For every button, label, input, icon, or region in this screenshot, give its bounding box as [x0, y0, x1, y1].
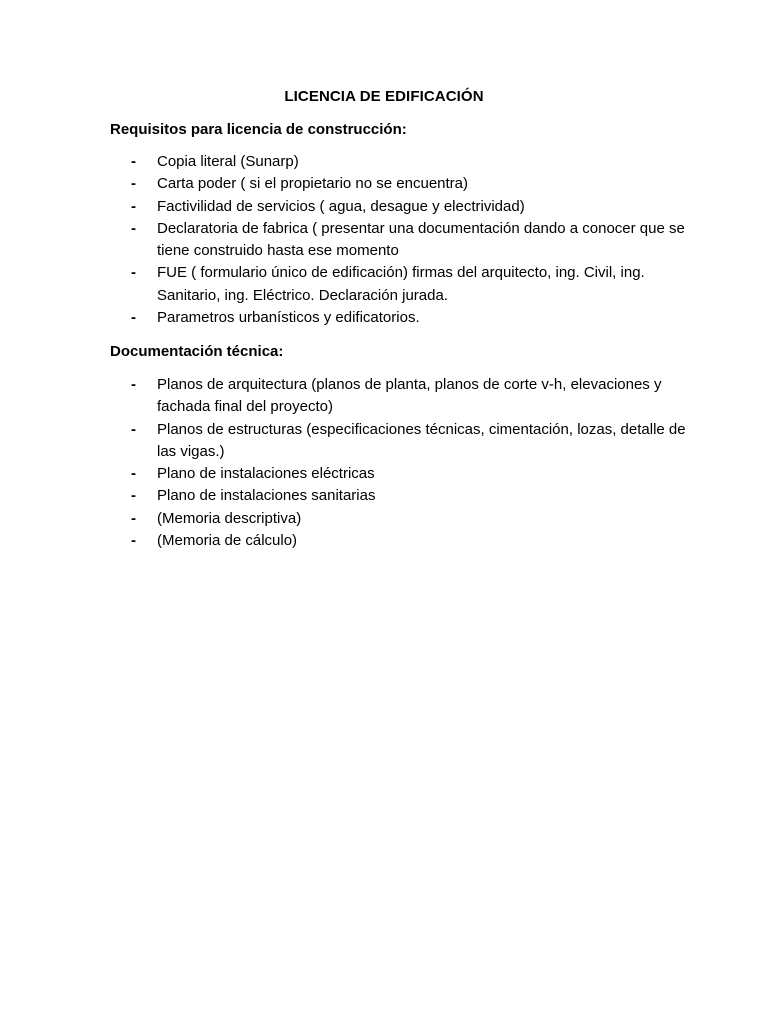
bullet-dash: -	[131, 175, 136, 193]
list-item-text: FUE ( formulario único de edificación) firmas del arquitecto, ing. Civil, ing. Sanitario, ing. Eléctrico. Declaración jurada.	[157, 264, 645, 304]
list-item	[131, 530, 691, 552]
list-item-text: (Memoria descriptiva)	[157, 509, 302, 527]
bullet-dash: -	[131, 420, 136, 438]
list-item-text: Declaratoria de fabrica ( presentar una documentación dando a conocer que se tiene construido hasta ese momento	[157, 219, 685, 260]
list-item	[131, 262, 691, 307]
list-item-text: Copia literal (Sunarp)	[157, 153, 299, 170]
list-item	[131, 374, 691, 419]
bullet-dash: -	[131, 465, 136, 483]
list-item-text: Plano de instalaciones eléctricas	[157, 465, 375, 483]
bullet-dash: -	[131, 197, 136, 215]
documentacion-list	[131, 374, 691, 552]
list-item	[131, 419, 691, 464]
bullet-dash: -	[131, 376, 136, 393]
bullet-dash: -	[131, 532, 136, 550]
list-item-text: Factivilidad de servicios ( agua, desague y electrividad)	[157, 197, 525, 215]
bullet-dash: -	[131, 309, 136, 327]
bullet-dash: -	[131, 509, 136, 527]
list-item-text: Plano de instalaciones sanitarias	[157, 487, 376, 505]
list-item	[131, 485, 691, 507]
bullet-dash: -	[131, 487, 136, 505]
list-item	[131, 173, 691, 195]
document-title: LICENCIA DE EDIFICACIÓN	[284, 88, 484, 105]
list-item	[131, 218, 691, 263]
bullet-dash: -	[131, 264, 136, 282]
list-item	[131, 196, 691, 218]
section-heading-documentacion: Documentación técnica:	[110, 343, 284, 360]
list-item-text: (Memoria de cálculo)	[157, 532, 298, 550]
list-item	[131, 463, 691, 485]
list-item-text: Planos de estructuras (especificaciones técnicas, cimentación, lozas, detalle de las vigas.)	[157, 420, 686, 460]
bullet-dash: -	[131, 153, 136, 170]
list-item-text: Parametros urbanísticos y edificatorios.	[157, 309, 420, 327]
list-item-text: Planos de arquitectura (planos de planta, planos de corte v-h, elevaciones y fachada final del proyecto)	[157, 376, 662, 416]
list-item	[131, 307, 691, 329]
list-item	[131, 508, 691, 530]
requisitos-list	[131, 151, 691, 329]
section-heading-requisitos: Requisitos para licencia de construcción:	[110, 121, 407, 138]
list-item-text: Carta poder ( si el propietario no se encuentra)	[157, 175, 469, 193]
bullet-dash: -	[131, 219, 136, 237]
list-item	[131, 151, 691, 173]
